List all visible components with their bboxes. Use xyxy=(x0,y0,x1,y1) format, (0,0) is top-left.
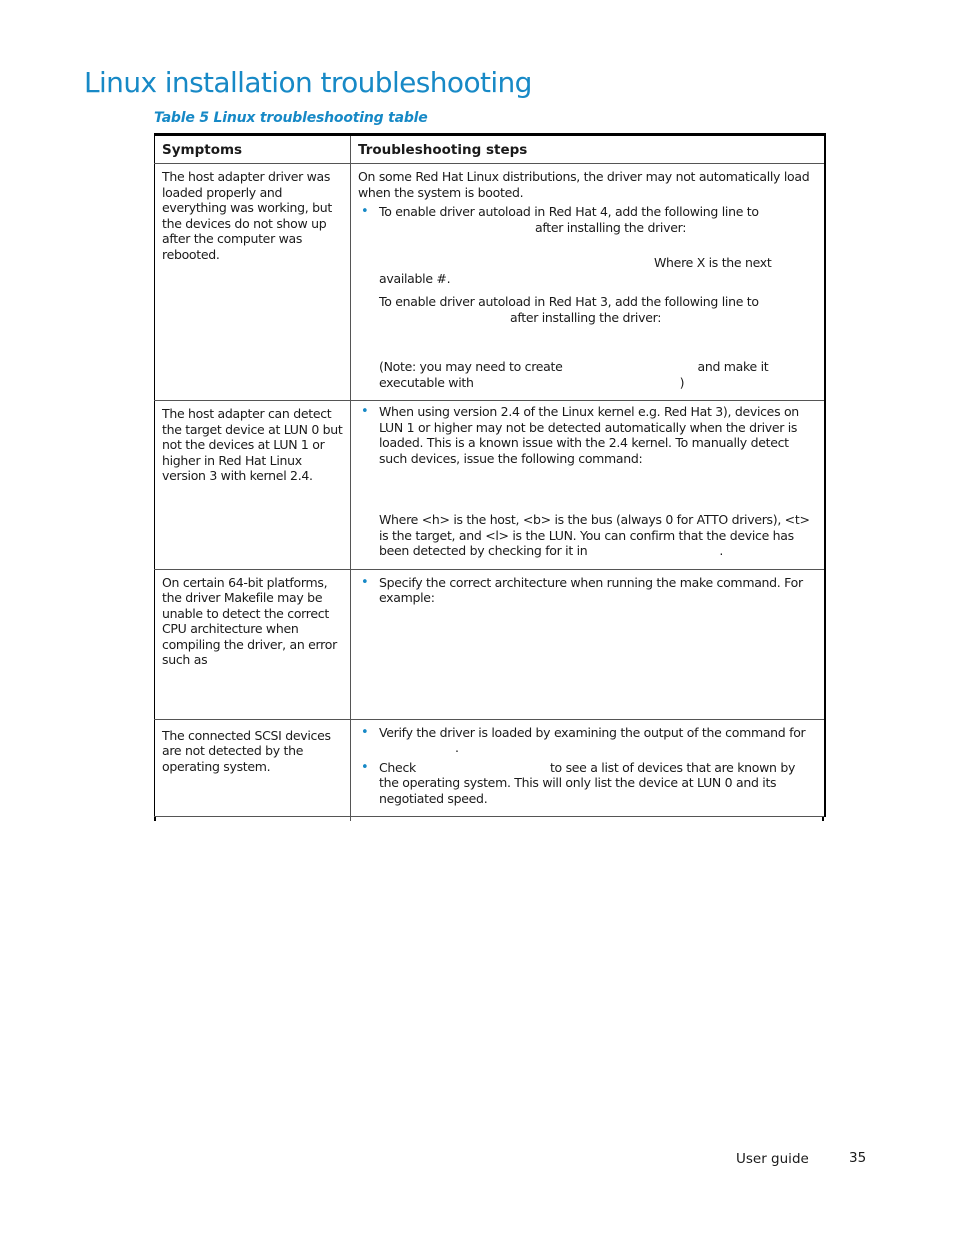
note-text: (Note: you may need to create xyxy=(379,359,563,374)
list-item xyxy=(358,204,817,286)
steps-paragraph xyxy=(358,294,817,325)
table-row xyxy=(155,719,825,817)
symptom-cell: The host adapter driver was loaded properly and everything was working, but the devices do not show up after the computer was rebooted. xyxy=(155,164,351,401)
table-caption: Table 5 Linux troubleshooting table xyxy=(154,110,428,126)
bullet-icon: • xyxy=(361,759,369,775)
table-row xyxy=(155,164,825,401)
header-troubleshooting-steps: Troubleshooting steps xyxy=(351,135,825,164)
bullet-text: Specify the correct architecture when running the make command. For example: xyxy=(379,574,803,605)
header-symptoms: Symptoms xyxy=(155,135,351,164)
bullet-text: Check xyxy=(379,759,416,775)
bullet-icon: • xyxy=(361,724,369,740)
paragraph-text: after installing the driver: xyxy=(510,309,662,325)
symptom-cell: The connected SCSI devices are not detected by the operating system. xyxy=(155,719,351,817)
bullet-text: Verify the driver is loaded by examining the output of the command for xyxy=(379,724,806,740)
troubleshooting-table xyxy=(154,133,826,817)
table-header-row xyxy=(155,135,825,164)
note-text: and make it xyxy=(697,359,769,374)
list-item xyxy=(358,725,817,756)
paragraph-text: Where <h> is the host, <b> is the bus (always 0 for ATTO drivers), <t> is the target, and <l> is the LUN. You can confirm that the device has been detected by checking for it in xyxy=(379,512,810,558)
footer-label: User guide xyxy=(736,1151,809,1167)
troubleshooting-table-wrapper xyxy=(154,133,824,821)
bullet-icon: • xyxy=(361,574,369,590)
steps-intro: On some Red Hat Linux distributions, the driver may not automatically load when the system is booted. xyxy=(358,169,810,200)
bullet-text: Where X is the next xyxy=(654,255,772,270)
page-title: Linux installation troubleshooting xyxy=(84,66,532,99)
steps-paragraph xyxy=(358,512,817,559)
bullet-text: To enable driver autoload in Red Hat 4, add the following line to xyxy=(379,204,759,219)
bullet-text: after installing the driver: xyxy=(535,219,687,235)
list-item xyxy=(358,404,817,466)
paragraph-text: . xyxy=(719,543,724,558)
table-bottom-edge xyxy=(154,817,824,821)
symptom-cell: The host adapter can detect the target device at LUN 0 but not the devices at LUN 1 or higher in Red Hat Linux version 3 with kernel 2.4. xyxy=(155,401,351,570)
bullet-text: When using version 2.4 of the Linux kernel e.g. Red Hat 3), devices on LUN 1 or higher may not be detected automatically when the driver is loaded. This is a known issue with the 2.4 kernel. To manually detect such devices, issue the following command: xyxy=(379,404,799,466)
steps-cell xyxy=(351,569,825,719)
paragraph-text: To enable driver autoload in Red Hat 3, add the following line to xyxy=(379,294,759,309)
page-number: 35 xyxy=(849,1150,867,1166)
bullet-text: to see a list of devices that are known by the operating system. This will only list the device at LUN 0 and its negotiated speed. xyxy=(379,759,796,806)
steps-cell xyxy=(351,719,825,817)
note-text: executable with xyxy=(379,374,474,390)
bullet-text: . xyxy=(455,740,459,755)
table-row xyxy=(155,569,825,719)
list-item xyxy=(358,575,817,606)
bullet-text: available #. xyxy=(379,270,451,286)
symptom-cell: On certain 64-bit platforms, the driver Makefile may be unable to detect the correct CPU architecture when compiling the driver, an error such as xyxy=(155,569,351,719)
table-row xyxy=(155,401,825,570)
list-item xyxy=(358,760,817,807)
steps-cell xyxy=(351,164,825,401)
bullet-icon: • xyxy=(361,404,369,419)
note-text: ) xyxy=(679,374,685,390)
steps-note xyxy=(358,359,817,390)
bullet-icon: • xyxy=(361,204,369,219)
steps-cell xyxy=(351,401,825,570)
